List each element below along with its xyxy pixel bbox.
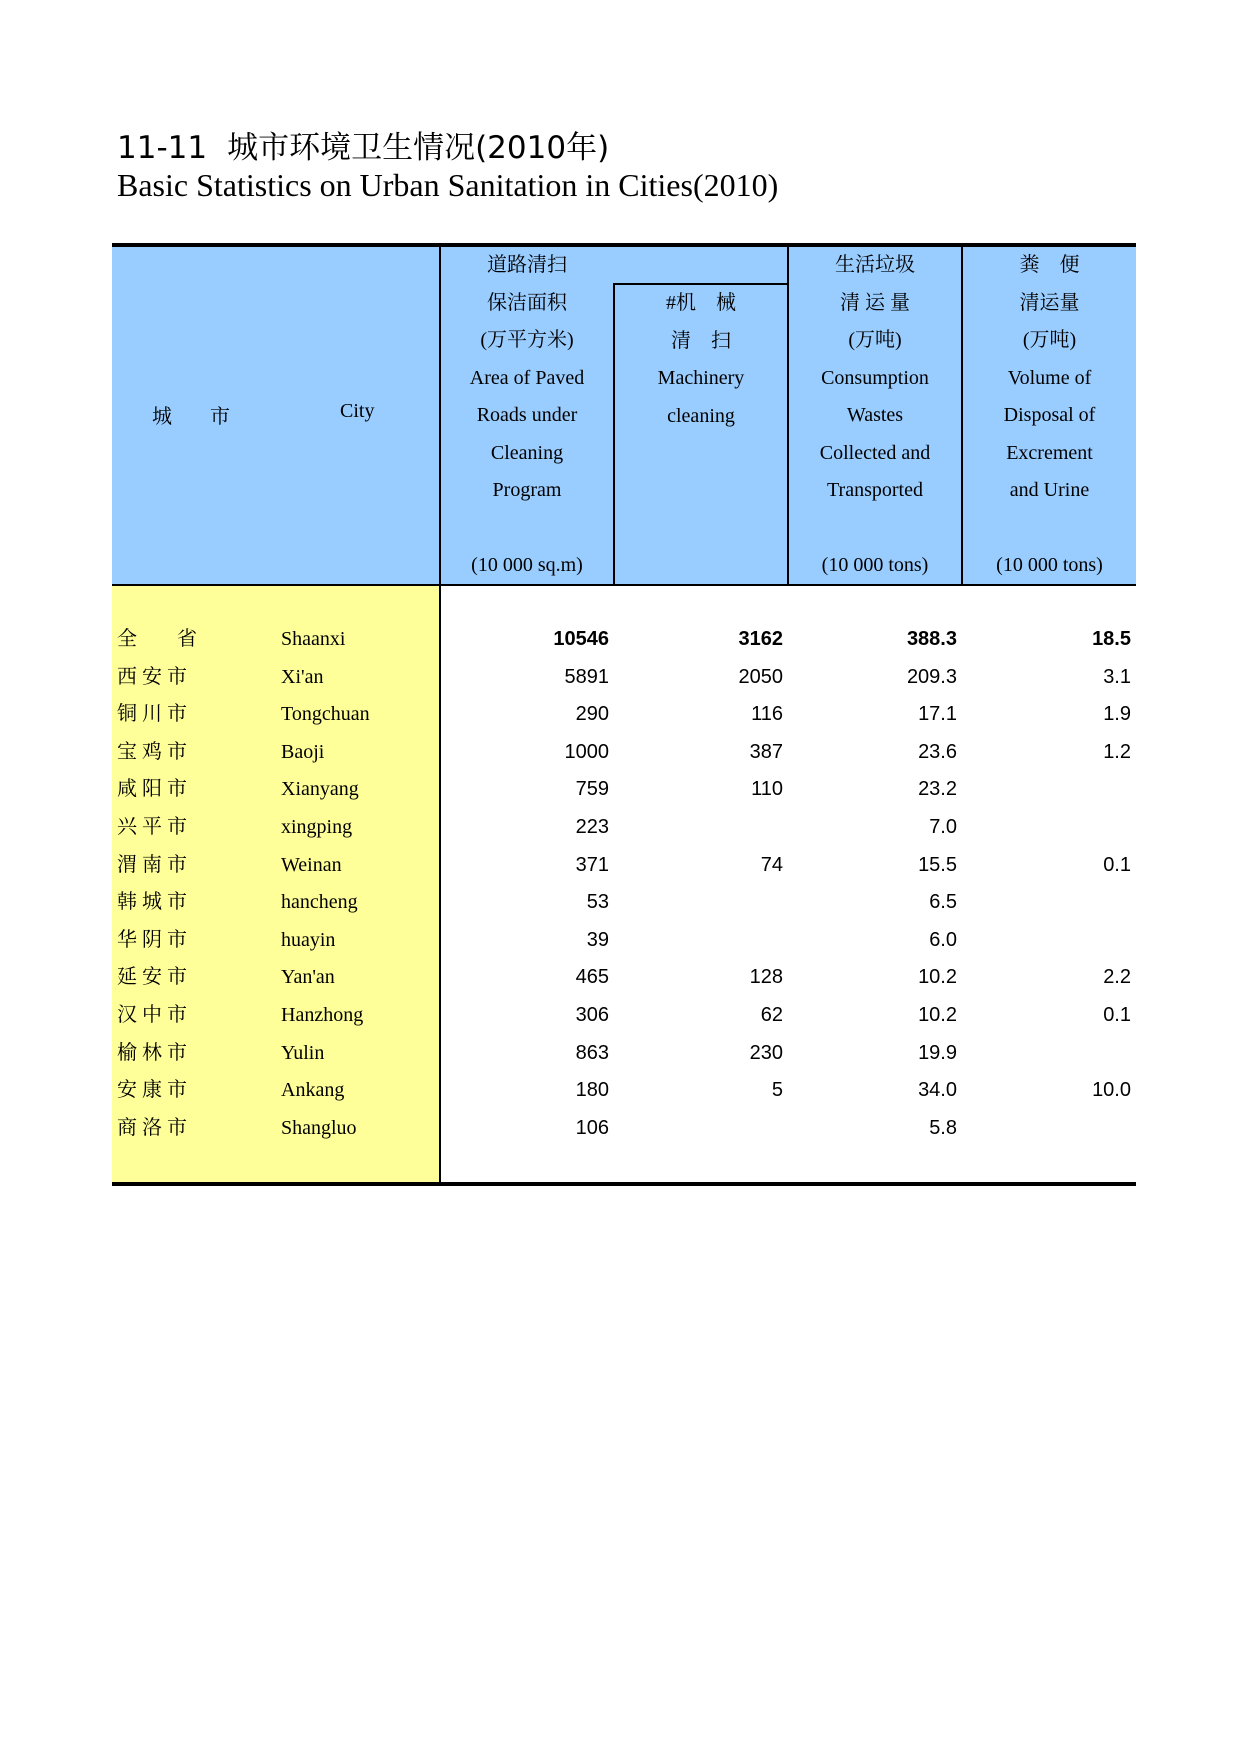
- city-name-en: Baoji: [281, 740, 325, 763]
- value-excrement: 18.5: [1092, 628, 1131, 650]
- value-road-area: 180: [575, 1079, 609, 1102]
- value-road-area: 10546: [553, 628, 609, 650]
- value-wastes: 34.0: [918, 1079, 957, 1102]
- table-row: [112, 922, 1136, 960]
- value-wastes: 10.2: [918, 966, 957, 989]
- value-machinery: 5: [771, 1079, 783, 1102]
- table-row-total: [112, 621, 1136, 659]
- city-name-en: Hanzhong: [281, 1003, 364, 1026]
- table-row: [112, 959, 1136, 997]
- header-machinery-cleaning: #机 械 清 扫 Machinery cleaning: [657, 292, 745, 427]
- value-wastes: 23.6: [918, 740, 957, 763]
- value-wastes: 23.2: [918, 778, 957, 801]
- header-city-en: City: [340, 400, 375, 422]
- city-name-en: Yulin: [281, 1041, 325, 1064]
- header-road-cleaning-area: 道路清扫 保洁面积 (万平方米) Area of Paved Roads under Cleaning Program (10 000 sq.m): [441, 247, 613, 584]
- header-unit-tons: (10 000 tons): [996, 553, 1103, 576]
- value-road-area: 39: [586, 928, 609, 951]
- city-name-en: Yan'an: [281, 966, 335, 989]
- value-excrement: 1.9: [1103, 703, 1131, 726]
- table-row: [112, 997, 1136, 1035]
- value-road-area: 5891: [564, 665, 609, 688]
- table-row: [112, 1110, 1136, 1148]
- value-machinery: 230: [749, 1041, 783, 1064]
- value-road-area: 106: [575, 1116, 609, 1139]
- value-road-area: 759: [575, 778, 609, 801]
- table-row: [112, 847, 1136, 885]
- value-road-area: 863: [575, 1041, 609, 1064]
- value-road-area: 371: [575, 853, 609, 876]
- table-row: [112, 696, 1136, 734]
- value-excrement: 1.2: [1103, 740, 1131, 763]
- table-row: [112, 809, 1136, 847]
- city-name-en: Xianyang: [281, 778, 359, 801]
- table-row: [112, 1035, 1136, 1073]
- value-excrement: 2.2: [1103, 966, 1131, 989]
- table-number: 11-11: [117, 130, 208, 166]
- city-name-cn: 榆 林 市: [117, 1041, 187, 1064]
- table-row: [112, 734, 1136, 772]
- value-machinery: 74: [760, 853, 783, 876]
- city-name-en: Shangluo: [281, 1116, 357, 1139]
- city-name-en: hancheng: [281, 891, 358, 914]
- header-unit-sqm: (10 000 sq.m): [471, 553, 583, 576]
- header-unit-tons: (10 000 tons): [821, 553, 929, 576]
- value-wastes: 19.9: [918, 1041, 957, 1064]
- value-wastes: 10.2: [918, 1003, 957, 1026]
- value-machinery: 116: [751, 703, 783, 726]
- header-wastes-collected: 生活垃圾 清 运 量 (万吨) Consumption Wastes Collected and Transported (10 000 tons): [789, 247, 961, 584]
- city-name-cn: 延 安 市: [117, 966, 187, 989]
- city-name-cn: 咸 阳 市: [117, 778, 187, 801]
- table-row: [112, 884, 1136, 922]
- value-road-area: 306: [575, 1003, 609, 1026]
- value-machinery: 62: [760, 1003, 783, 1026]
- value-road-area: 53: [586, 891, 609, 914]
- value-machinery: 110: [751, 778, 783, 801]
- city-name-cn: 华 阴 市: [117, 928, 187, 951]
- city-name-cn: 汉 中 市: [117, 1003, 187, 1026]
- table-row: [112, 659, 1136, 697]
- value-wastes: 6.0: [929, 928, 957, 951]
- value-road-area: 223: [575, 815, 609, 838]
- value-excrement: 10.0: [1092, 1079, 1131, 1102]
- city-name-cn: 韩 城 市: [117, 891, 187, 914]
- city-name-en: Ankang: [281, 1079, 345, 1102]
- city-name-en: Shaanxi: [281, 628, 346, 650]
- city-name-en: Xi'an: [281, 665, 324, 688]
- value-wastes: 15.5: [918, 853, 957, 876]
- title-chinese: 城市环境卫生情况(2010年): [227, 130, 610, 166]
- city-name-cn: 兴 平 市: [117, 815, 187, 838]
- value-excrement: 0.1: [1103, 1003, 1131, 1026]
- city-name-cn: 宝 鸡 市: [117, 740, 187, 763]
- header-city-cn: 城市: [152, 406, 268, 428]
- table-row: [112, 1072, 1136, 1110]
- value-excrement: 3.1: [1103, 665, 1131, 688]
- value-wastes: 6.5: [929, 891, 957, 914]
- city-name-cn: 全 省: [117, 628, 197, 650]
- table-row: [112, 771, 1136, 809]
- value-machinery: 387: [749, 740, 783, 763]
- value-road-area: 465: [575, 966, 609, 989]
- value-wastes: 17.1: [918, 703, 957, 726]
- header-bottom-rule: [112, 584, 1136, 586]
- value-wastes: 209.3: [906, 665, 957, 688]
- value-road-area: 1000: [564, 740, 609, 763]
- page-title-en: Basic Statistics on Urban Sanitation in Cities(2010): [117, 167, 779, 203]
- value-wastes: 388.3: [906, 628, 957, 650]
- value-wastes: 7.0: [929, 815, 957, 838]
- value-machinery: 128: [749, 966, 783, 989]
- city-name-en: Weinan: [281, 853, 342, 876]
- city-name-cn: 渭 南 市: [117, 853, 187, 876]
- header-excrement-disposal: 粪 便 清运量 (万吨) Volume of Disposal of Excrement and Urine (10 000 tons): [963, 247, 1136, 584]
- table-body: [112, 621, 1136, 1147]
- city-name-cn: 铜 川 市: [117, 703, 187, 726]
- page-title-cn: [117, 122, 609, 167]
- table-bottom-rule: [112, 1182, 1136, 1186]
- city-name-en: Tongchuan: [281, 703, 370, 726]
- city-name-en: xingping: [281, 815, 353, 838]
- sanitation-table: [112, 243, 1136, 1188]
- city-name-en: huayin: [281, 928, 336, 951]
- value-wastes: 5.8: [929, 1116, 957, 1139]
- city-name-cn: 安 康 市: [117, 1079, 187, 1102]
- value-machinery: 3162: [738, 628, 783, 650]
- value-road-area: 290: [575, 703, 609, 726]
- city-name-cn: 西 安 市: [117, 665, 187, 688]
- value-excrement: 0.1: [1103, 853, 1131, 876]
- city-name-cn: 商 洛 市: [117, 1116, 187, 1139]
- value-machinery: 2050: [738, 665, 783, 688]
